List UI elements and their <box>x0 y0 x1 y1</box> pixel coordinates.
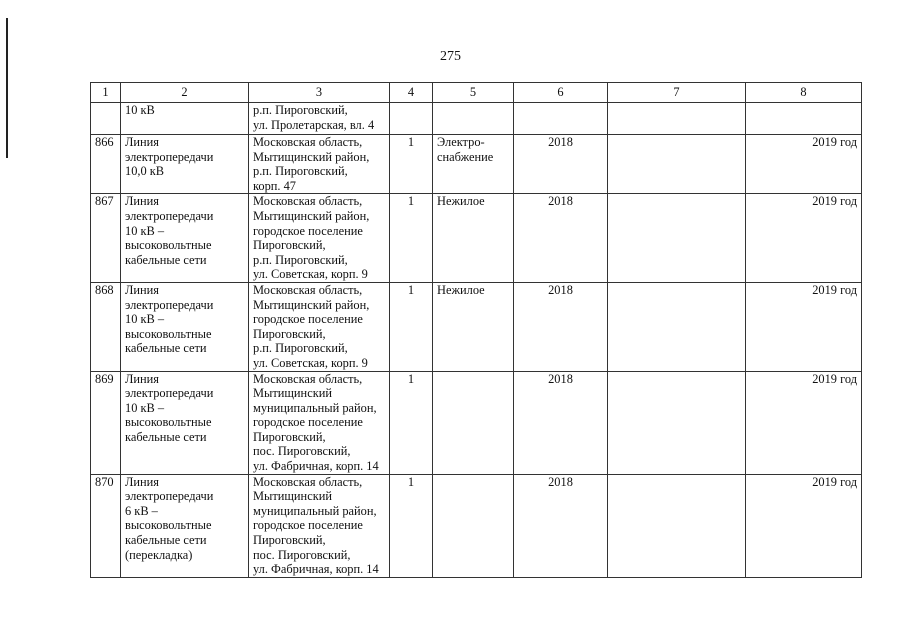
object-purpose: Электро- снабжение <box>433 135 514 194</box>
object-year: 2018 <box>514 282 608 371</box>
table-row <box>91 135 862 194</box>
object-name: Линия электропередачи 10 кВ – высоковольтные кабельные сети <box>121 194 249 283</box>
object-quantity <box>390 103 433 135</box>
object-term: 2019 год <box>746 194 862 283</box>
header-row <box>91 83 862 103</box>
object-term: 2019 год <box>746 371 862 474</box>
object-purpose: Нежилое <box>433 194 514 283</box>
object-year: 2018 <box>514 474 608 577</box>
object-address: р.п. Пироговский, ул. Пролетарская, вл. 4 <box>249 103 390 135</box>
object-purpose <box>433 103 514 135</box>
object-purpose <box>433 371 514 474</box>
object-name: Линия электропередачи 10 кВ – высоковольтные кабельные сети <box>121 371 249 474</box>
object-term: 2019 год <box>746 282 862 371</box>
object-term: 2019 год <box>746 474 862 577</box>
object-address: Московская область, Мытищинский муниципальный район, городское поселение Пироговский, пос. Пироговский, ул. Фабричная, корп. 14 <box>249 371 390 474</box>
table-row <box>91 282 862 371</box>
table-row <box>91 103 862 135</box>
object-address: Московская область, Мытищинский район, р.п. Пироговский, корп. 47 <box>249 135 390 194</box>
object-year: 2018 <box>514 135 608 194</box>
document-table <box>90 82 862 578</box>
row-number: 870 <box>91 474 121 577</box>
page-number: 275 <box>440 49 461 64</box>
column-header: 3 <box>249 83 390 103</box>
table-row <box>91 371 862 474</box>
object-address: Московская область, Мытищинский район, городское поселение Пироговский, р.п. Пироговский, ул. Советская, корп. 9 <box>249 282 390 371</box>
row-number: 869 <box>91 371 121 474</box>
object-name: Линия электропередачи 10,0 кВ <box>121 135 249 194</box>
column-header: 7 <box>608 83 746 103</box>
row-number <box>91 103 121 135</box>
margin-line <box>6 18 8 158</box>
column-7-cell <box>608 282 746 371</box>
object-purpose: Нежилое <box>433 282 514 371</box>
column-7-cell <box>608 371 746 474</box>
object-address: Московская область, Мытищинский муниципальный район, городское поселение Пироговский, пос. Пироговский, ул. Фабричная, корп. 14 <box>249 474 390 577</box>
object-name: Линия электропередачи 10 кВ – высоковольтные кабельные сети <box>121 282 249 371</box>
row-number: 868 <box>91 282 121 371</box>
column-7-cell <box>608 135 746 194</box>
column-header: 5 <box>433 83 514 103</box>
object-term <box>746 103 862 135</box>
object-term: 2019 год <box>746 135 862 194</box>
column-7-cell <box>608 194 746 283</box>
column-7-cell <box>608 474 746 577</box>
object-year: 2018 <box>514 194 608 283</box>
object-year: 2018 <box>514 371 608 474</box>
column-header: 6 <box>514 83 608 103</box>
row-number: 867 <box>91 194 121 283</box>
column-7-cell <box>608 103 746 135</box>
object-quantity: 1 <box>390 371 433 474</box>
column-header: 2 <box>121 83 249 103</box>
object-quantity: 1 <box>390 194 433 283</box>
table-row <box>91 474 862 577</box>
column-header: 4 <box>390 83 433 103</box>
object-quantity: 1 <box>390 135 433 194</box>
table-row <box>91 194 862 283</box>
object-name: 10 кВ <box>121 103 249 135</box>
column-header: 1 <box>91 83 121 103</box>
object-purpose <box>433 474 514 577</box>
row-number: 866 <box>91 135 121 194</box>
object-quantity: 1 <box>390 282 433 371</box>
object-quantity: 1 <box>390 474 433 577</box>
column-header: 8 <box>746 83 862 103</box>
object-address: Московская область, Мытищинский район, городское поселение Пироговский, р.п. Пироговский, ул. Советская, корп. 9 <box>249 194 390 283</box>
object-year <box>514 103 608 135</box>
object-name: Линия электропередачи 6 кВ – высоковольтные кабельные сети (перекладка) <box>121 474 249 577</box>
